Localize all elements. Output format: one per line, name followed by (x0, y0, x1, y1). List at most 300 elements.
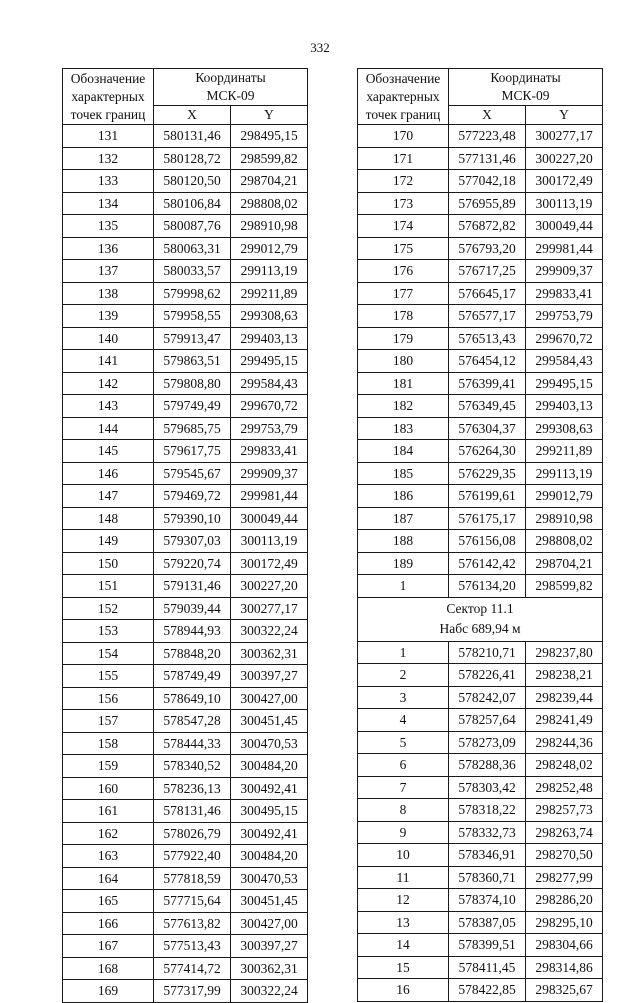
x-coordinate-cell: 579307,03 (154, 530, 231, 553)
coordinates-table-left (62, 68, 308, 1003)
y-coordinate-cell: 298808,02 (526, 530, 603, 553)
y-coordinate-cell: 298808,02 (231, 192, 308, 215)
point-number-cell: 134 (63, 192, 154, 215)
y-coordinate-cell: 299308,63 (231, 305, 308, 328)
x-coordinate-cell: 578242,07 (449, 686, 526, 709)
sector-header-cell (358, 597, 603, 641)
table-row (63, 957, 308, 980)
table-row (358, 709, 603, 732)
header-text: МСК-09 (206, 88, 255, 103)
y-coordinate-cell: 299012,79 (231, 237, 308, 260)
point-number-cell: 2 (358, 664, 449, 687)
table-row (63, 350, 308, 373)
point-number-cell: 150 (63, 552, 154, 575)
point-number-cell: 184 (358, 440, 449, 463)
x-coordinate-cell: 576199,61 (449, 485, 526, 508)
point-number-cell: 163 (63, 845, 154, 868)
header-text: Обозначение (365, 70, 441, 86)
point-number-cell: 174 (358, 215, 449, 238)
point-number-cell: 9 (358, 821, 449, 844)
x-coordinate-cell: 578236,13 (154, 777, 231, 800)
column-header-y: Y (231, 106, 308, 125)
x-coordinate-cell: 580120,50 (154, 170, 231, 193)
x-coordinate-cell: 577715,64 (154, 890, 231, 913)
y-coordinate-cell: 298599,82 (526, 575, 603, 598)
y-coordinate-cell: 298239,44 (526, 686, 603, 709)
table-row (63, 620, 308, 643)
y-coordinate-cell: 300362,31 (231, 642, 308, 665)
x-coordinate-cell: 579998,62 (154, 282, 231, 305)
header-text: Обозначение (70, 70, 146, 86)
y-coordinate-cell: 299909,37 (231, 462, 308, 485)
table-row (63, 822, 308, 845)
sector-title: Сектор 11.1 (446, 601, 514, 616)
y-coordinate-cell: 298910,98 (231, 215, 308, 238)
point-number-cell: 172 (358, 170, 449, 193)
point-number-cell: 187 (358, 507, 449, 530)
y-coordinate-cell: 300451,45 (231, 710, 308, 733)
table-row (358, 641, 603, 664)
table-row (63, 552, 308, 575)
point-number-cell: 151 (63, 575, 154, 598)
x-coordinate-cell: 576229,35 (449, 462, 526, 485)
point-number-cell: 141 (63, 350, 154, 373)
y-coordinate-cell: 298704,21 (526, 552, 603, 575)
point-number-cell: 175 (358, 237, 449, 260)
table-row (63, 800, 308, 823)
table-row (63, 687, 308, 710)
header-text: характерных (366, 88, 440, 104)
point-number-cell: 137 (63, 260, 154, 283)
x-coordinate-cell: 576142,42 (449, 552, 526, 575)
x-coordinate-cell: 576645,17 (449, 282, 526, 305)
point-number-cell: 142 (63, 372, 154, 395)
x-coordinate-cell: 576264,30 (449, 440, 526, 463)
y-coordinate-cell: 299909,37 (526, 260, 603, 283)
point-number-cell: 183 (358, 417, 449, 440)
point-number-cell: 186 (358, 485, 449, 508)
point-number-cell: 164 (63, 867, 154, 890)
column-header-coordinates (449, 69, 603, 106)
y-coordinate-cell: 300484,20 (231, 755, 308, 778)
x-coordinate-cell: 578444,33 (154, 732, 231, 755)
y-coordinate-cell: 299753,79 (231, 417, 308, 440)
table-row (63, 867, 308, 890)
column-header-y: Y (526, 106, 603, 125)
x-coordinate-cell: 577922,40 (154, 845, 231, 868)
header-text: точек границ (70, 106, 146, 122)
table-row (63, 192, 308, 215)
y-coordinate-cell: 300322,24 (231, 620, 308, 643)
table-row (63, 642, 308, 665)
x-coordinate-cell: 578303,42 (449, 776, 526, 799)
y-coordinate-cell: 299753,79 (526, 305, 603, 328)
point-number-cell: 166 (63, 912, 154, 935)
point-number-cell: 179 (358, 327, 449, 350)
x-coordinate-cell: 578411,45 (449, 956, 526, 979)
column-header-point (63, 69, 154, 125)
point-number-cell: 143 (63, 395, 154, 418)
y-coordinate-cell: 299584,43 (526, 350, 603, 373)
point-number-cell: 8 (358, 799, 449, 822)
point-number-cell: 159 (63, 755, 154, 778)
point-number-cell: 10 (358, 844, 449, 867)
y-coordinate-cell: 300113,19 (231, 530, 308, 553)
x-coordinate-cell: 578360,71 (449, 866, 526, 889)
x-coordinate-cell: 580087,76 (154, 215, 231, 238)
table-row (358, 170, 603, 193)
x-coordinate-cell: 576513,43 (449, 327, 526, 350)
table-row (358, 282, 603, 305)
sector-header-row (358, 597, 603, 641)
y-coordinate-cell: 300277,17 (526, 125, 603, 148)
x-coordinate-cell: 580106,84 (154, 192, 231, 215)
point-number-cell: 145 (63, 440, 154, 463)
y-coordinate-cell: 299981,44 (526, 237, 603, 260)
y-coordinate-cell: 300277,17 (231, 597, 308, 620)
point-number-cell: 176 (358, 260, 449, 283)
table-row (358, 821, 603, 844)
y-coordinate-cell: 300492,41 (231, 777, 308, 800)
point-number-cell: 15 (358, 956, 449, 979)
point-number-cell: 3 (358, 686, 449, 709)
point-number-cell: 133 (63, 170, 154, 193)
column-header-x: X (449, 106, 526, 125)
table-row (358, 147, 603, 170)
coordinates-table-right (357, 68, 603, 1002)
x-coordinate-cell: 579131,46 (154, 575, 231, 598)
x-coordinate-cell: 576955,89 (449, 192, 526, 215)
x-coordinate-cell: 578226,41 (449, 664, 526, 687)
x-coordinate-cell: 576349,45 (449, 395, 526, 418)
header-text: точек границ (365, 106, 441, 122)
x-coordinate-cell: 578422,85 (449, 979, 526, 1002)
y-coordinate-cell: 298252,48 (526, 776, 603, 799)
x-coordinate-cell: 579808,80 (154, 372, 231, 395)
y-coordinate-cell: 300049,44 (526, 215, 603, 238)
table-row (63, 935, 308, 958)
x-coordinate-cell: 579863,51 (154, 350, 231, 373)
x-coordinate-cell: 579220,74 (154, 552, 231, 575)
x-coordinate-cell: 578346,91 (449, 844, 526, 867)
x-coordinate-cell: 578257,64 (449, 709, 526, 732)
table-row (63, 395, 308, 418)
y-coordinate-cell: 299833,41 (231, 440, 308, 463)
y-coordinate-cell: 298277,99 (526, 866, 603, 889)
y-coordinate-cell: 300049,44 (231, 507, 308, 530)
y-coordinate-cell: 300322,24 (231, 980, 308, 1003)
header-text: Координаты (195, 70, 266, 85)
y-coordinate-cell: 298238,21 (526, 664, 603, 687)
table-row (63, 575, 308, 598)
table-row (358, 192, 603, 215)
point-number-cell: 1 (358, 641, 449, 664)
x-coordinate-cell: 577818,59 (154, 867, 231, 890)
x-coordinate-cell: 579617,75 (154, 440, 231, 463)
y-coordinate-cell: 298325,67 (526, 979, 603, 1002)
table-row (63, 282, 308, 305)
point-number-cell: 154 (63, 642, 154, 665)
point-number-cell: 161 (63, 800, 154, 823)
page-number: 332 (310, 40, 330, 55)
table-row (63, 755, 308, 778)
table-row (63, 597, 308, 620)
table-row (358, 934, 603, 957)
table-row (358, 552, 603, 575)
point-number-cell: 12 (358, 889, 449, 912)
x-coordinate-cell: 579958,55 (154, 305, 231, 328)
y-coordinate-cell: 299495,15 (526, 372, 603, 395)
y-coordinate-cell: 298910,98 (526, 507, 603, 530)
point-number-cell: 146 (63, 462, 154, 485)
table-row (63, 732, 308, 755)
point-number-cell: 153 (63, 620, 154, 643)
y-coordinate-cell: 298295,10 (526, 911, 603, 934)
column-header-point (358, 69, 449, 125)
table-row (358, 237, 603, 260)
table-row (63, 237, 308, 260)
y-coordinate-cell: 298304,66 (526, 934, 603, 957)
table-row (63, 305, 308, 328)
y-coordinate-cell: 299981,44 (231, 485, 308, 508)
x-coordinate-cell: 577317,99 (154, 980, 231, 1003)
y-coordinate-cell: 300484,20 (231, 845, 308, 868)
table-row (358, 215, 603, 238)
table-row (63, 440, 308, 463)
y-coordinate-cell: 299403,13 (231, 327, 308, 350)
table-row (358, 485, 603, 508)
x-coordinate-cell: 579039,44 (154, 597, 231, 620)
y-coordinate-cell: 300470,53 (231, 732, 308, 755)
point-number-cell: 1 (358, 575, 449, 598)
table-row (358, 844, 603, 867)
x-coordinate-cell: 578649,10 (154, 687, 231, 710)
point-number-cell: 144 (63, 417, 154, 440)
y-coordinate-cell: 298314,86 (526, 956, 603, 979)
table-row (63, 417, 308, 440)
x-coordinate-cell: 579685,75 (154, 417, 231, 440)
table-row (358, 686, 603, 709)
x-coordinate-cell: 578332,73 (449, 821, 526, 844)
header-text: Координаты (490, 70, 561, 85)
sector-area: Набс 689,94 м (439, 621, 521, 636)
x-coordinate-cell: 578399,51 (449, 934, 526, 957)
x-coordinate-cell: 580131,46 (154, 125, 231, 148)
point-number-cell: 157 (63, 710, 154, 733)
y-coordinate-cell: 300172,49 (231, 552, 308, 575)
table-row (63, 327, 308, 350)
point-number-cell: 136 (63, 237, 154, 260)
y-coordinate-cell: 300495,15 (231, 800, 308, 823)
x-coordinate-cell: 579469,72 (154, 485, 231, 508)
x-coordinate-cell: 577042,18 (449, 170, 526, 193)
y-coordinate-cell: 298241,49 (526, 709, 603, 732)
table-row (358, 664, 603, 687)
y-coordinate-cell: 298237,80 (526, 641, 603, 664)
table-row (358, 372, 603, 395)
y-coordinate-cell: 300227,20 (231, 575, 308, 598)
x-coordinate-cell: 578848,20 (154, 642, 231, 665)
y-coordinate-cell: 299403,13 (526, 395, 603, 418)
point-number-cell: 182 (358, 395, 449, 418)
x-coordinate-cell: 577414,72 (154, 957, 231, 980)
y-coordinate-cell: 300172,49 (526, 170, 603, 193)
x-coordinate-cell: 576304,37 (449, 417, 526, 440)
table-row (358, 776, 603, 799)
point-number-cell: 11 (358, 866, 449, 889)
point-number-cell: 14 (358, 934, 449, 957)
table-row (63, 507, 308, 530)
point-number-cell: 4 (358, 709, 449, 732)
table-row (358, 530, 603, 553)
x-coordinate-cell: 577223,48 (449, 125, 526, 148)
x-coordinate-cell: 580033,57 (154, 260, 231, 283)
point-number-cell: 147 (63, 485, 154, 508)
point-number-cell: 168 (63, 957, 154, 980)
x-coordinate-cell: 577613,82 (154, 912, 231, 935)
x-coordinate-cell: 577513,43 (154, 935, 231, 958)
point-number-cell: 171 (358, 147, 449, 170)
header-text: характерных (71, 88, 145, 104)
table-row (358, 575, 603, 598)
table-row (63, 170, 308, 193)
table-row (358, 956, 603, 979)
x-coordinate-cell: 578387,05 (449, 911, 526, 934)
x-coordinate-cell: 580128,72 (154, 147, 231, 170)
point-number-cell: 5 (358, 731, 449, 754)
point-number-cell: 13 (358, 911, 449, 934)
x-coordinate-cell: 576156,08 (449, 530, 526, 553)
table-row (63, 980, 308, 1003)
x-coordinate-cell: 578131,46 (154, 800, 231, 823)
table-row (63, 125, 308, 148)
table-row (358, 799, 603, 822)
x-coordinate-cell: 578318,22 (449, 799, 526, 822)
y-coordinate-cell: 298495,15 (231, 125, 308, 148)
table-row (358, 417, 603, 440)
y-coordinate-cell: 298263,74 (526, 821, 603, 844)
y-coordinate-cell: 298286,20 (526, 889, 603, 912)
y-coordinate-cell: 298248,02 (526, 754, 603, 777)
table-row (63, 665, 308, 688)
point-number-cell: 6 (358, 754, 449, 777)
table-row (358, 731, 603, 754)
table-row (358, 889, 603, 912)
point-number-cell: 149 (63, 530, 154, 553)
point-number-cell: 185 (358, 462, 449, 485)
point-number-cell: 131 (63, 125, 154, 148)
point-number-cell: 177 (358, 282, 449, 305)
point-number-cell: 139 (63, 305, 154, 328)
y-coordinate-cell: 298270,50 (526, 844, 603, 867)
y-coordinate-cell: 300492,41 (231, 822, 308, 845)
y-coordinate-cell: 300113,19 (526, 192, 603, 215)
table-row (358, 350, 603, 373)
point-number-cell: 158 (63, 732, 154, 755)
x-coordinate-cell: 580063,31 (154, 237, 231, 260)
y-coordinate-cell: 299113,19 (526, 462, 603, 485)
table-row (358, 260, 603, 283)
table-row (358, 507, 603, 530)
header-text: МСК-09 (501, 88, 550, 103)
y-coordinate-cell: 300362,31 (231, 957, 308, 980)
table-row (63, 710, 308, 733)
table-row (63, 260, 308, 283)
point-number-cell: 135 (63, 215, 154, 238)
table-row (358, 754, 603, 777)
x-coordinate-cell: 576793,20 (449, 237, 526, 260)
point-number-cell: 178 (358, 305, 449, 328)
table-row (63, 777, 308, 800)
x-coordinate-cell: 577131,46 (449, 147, 526, 170)
table-row (358, 440, 603, 463)
x-coordinate-cell: 578547,28 (154, 710, 231, 733)
x-coordinate-cell: 578340,52 (154, 755, 231, 778)
x-coordinate-cell: 576577,17 (449, 305, 526, 328)
x-coordinate-cell: 576175,17 (449, 507, 526, 530)
x-coordinate-cell: 576134,20 (449, 575, 526, 598)
point-number-cell: 181 (358, 372, 449, 395)
point-number-cell: 16 (358, 979, 449, 1002)
y-coordinate-cell: 300397,27 (231, 665, 308, 688)
table-row (358, 395, 603, 418)
x-coordinate-cell: 578273,09 (449, 731, 526, 754)
point-number-cell: 7 (358, 776, 449, 799)
point-number-cell: 188 (358, 530, 449, 553)
x-coordinate-cell: 576872,82 (449, 215, 526, 238)
table-row (63, 485, 308, 508)
y-coordinate-cell: 298704,21 (231, 170, 308, 193)
point-number-cell: 138 (63, 282, 154, 305)
point-number-cell: 148 (63, 507, 154, 530)
x-coordinate-cell: 576454,12 (449, 350, 526, 373)
table-row (358, 462, 603, 485)
point-number-cell: 140 (63, 327, 154, 350)
y-coordinate-cell: 299308,63 (526, 417, 603, 440)
y-coordinate-cell: 299495,15 (231, 350, 308, 373)
y-coordinate-cell: 300470,53 (231, 867, 308, 890)
point-number-cell: 152 (63, 597, 154, 620)
point-number-cell: 165 (63, 890, 154, 913)
table-row (63, 890, 308, 913)
point-number-cell: 189 (358, 552, 449, 575)
column-header-coordinates (154, 69, 308, 106)
table-row (63, 372, 308, 395)
x-coordinate-cell: 576717,25 (449, 260, 526, 283)
y-coordinate-cell: 300397,27 (231, 935, 308, 958)
x-coordinate-cell: 578374,10 (449, 889, 526, 912)
point-number-cell: 180 (358, 350, 449, 373)
table-row (358, 866, 603, 889)
y-coordinate-cell: 299012,79 (526, 485, 603, 508)
table-row (63, 215, 308, 238)
point-number-cell: 167 (63, 935, 154, 958)
y-coordinate-cell: 300427,00 (231, 912, 308, 935)
point-number-cell: 132 (63, 147, 154, 170)
y-coordinate-cell: 298599,82 (231, 147, 308, 170)
x-coordinate-cell: 578944,93 (154, 620, 231, 643)
point-number-cell: 170 (358, 125, 449, 148)
table-row (63, 912, 308, 935)
table-row (63, 530, 308, 553)
x-coordinate-cell: 578026,79 (154, 822, 231, 845)
y-coordinate-cell: 299211,89 (526, 440, 603, 463)
x-coordinate-cell: 579390,10 (154, 507, 231, 530)
table-row (358, 327, 603, 350)
y-coordinate-cell: 300427,00 (231, 687, 308, 710)
x-coordinate-cell: 578749,49 (154, 665, 231, 688)
table-row (63, 845, 308, 868)
